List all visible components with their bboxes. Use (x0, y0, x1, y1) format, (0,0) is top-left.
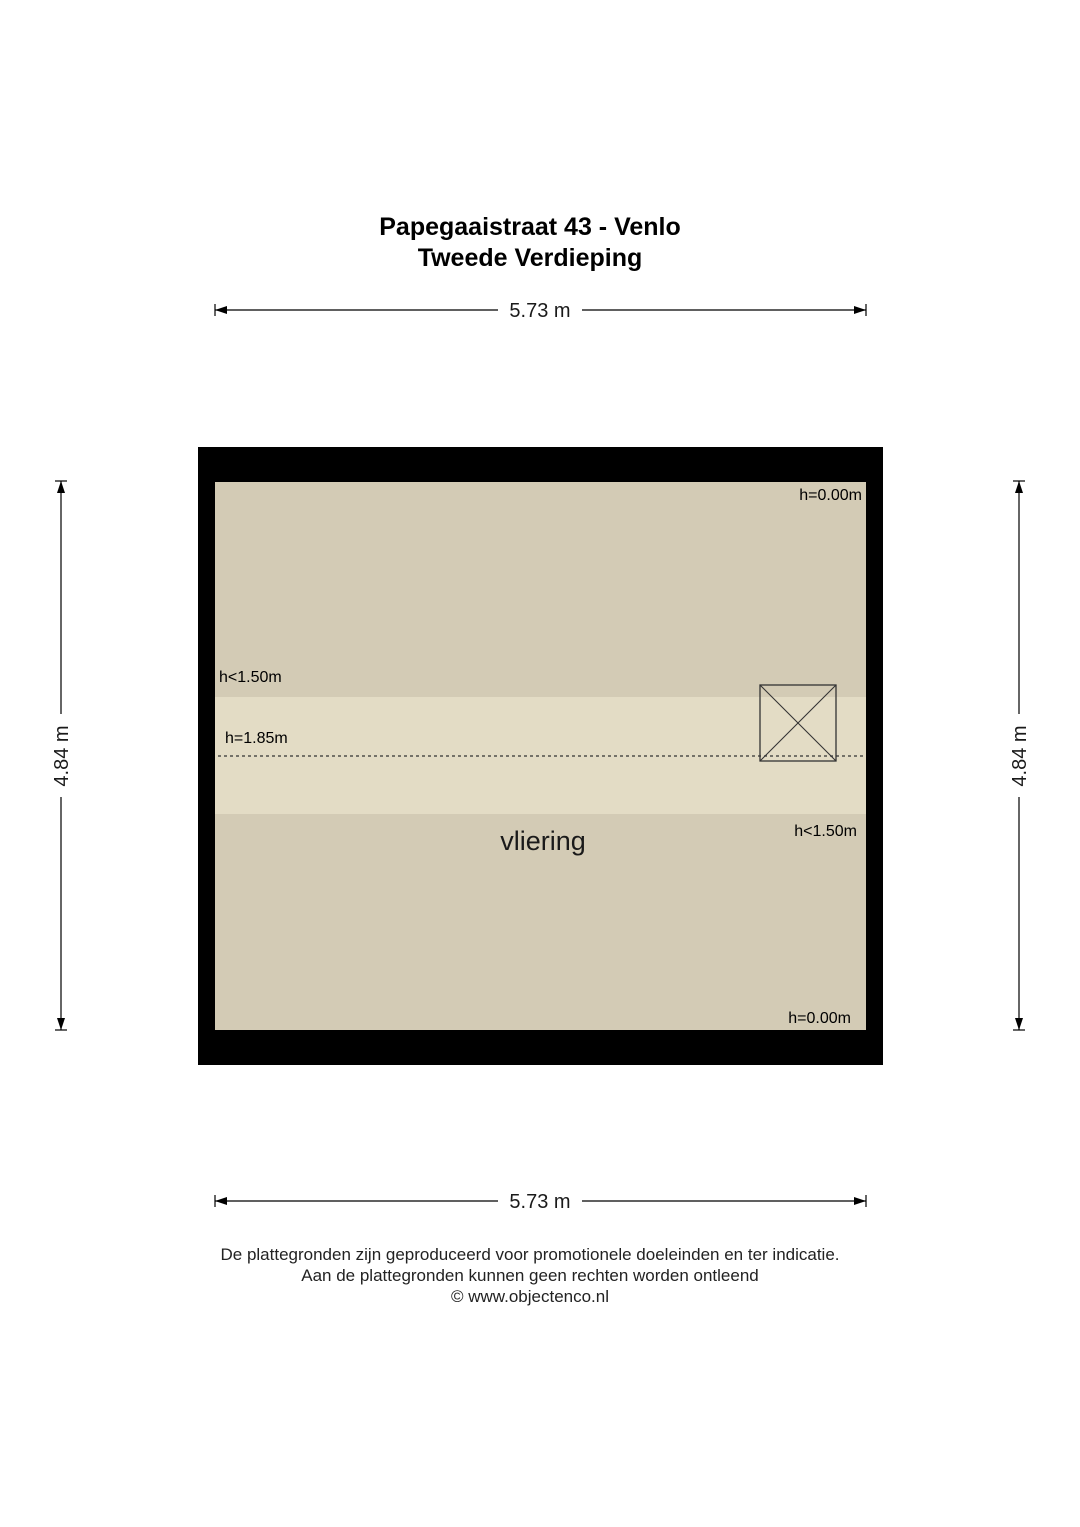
disclaimer-line-1: De plattegronden zijn geproduceerd voor promotionele doeleinden en ter indicatie. (220, 1245, 840, 1264)
disclaimer (0, 1244, 1070, 1307)
floor-title: Tweede Verdieping (417, 244, 643, 272)
bottom-dimension (215, 1191, 866, 1213)
right-height-label: 4.84 m (1009, 725, 1031, 787)
height-label-upper-slope: h<1.50m (219, 669, 282, 686)
full-height-zone (215, 697, 866, 814)
left-dimension (51, 481, 73, 1030)
height-label-top: h=0.00m (799, 487, 862, 504)
bottom-width-label: 5.73 m (509, 1191, 571, 1213)
left-height-label: 4.84 m (51, 725, 73, 787)
copyright-line: © www.objectenco.nl (450, 1287, 610, 1306)
disclaimer-line-2: Aan de plattegronden kunnen geen rechten worden ontleend (301, 1266, 759, 1285)
height-label-lower-slope: h<1.50m (794, 823, 857, 840)
top-dimension (215, 300, 866, 322)
height-label-ridge: h=1.85m (225, 730, 288, 747)
address-title: Papegaaistraat 43 - Venlo (379, 213, 681, 241)
height-label-bottom: h=0.00m (788, 1010, 851, 1027)
top-width-label: 5.73 m (509, 300, 571, 322)
room-name: vliering (500, 826, 586, 856)
right-dimension (1009, 481, 1031, 1030)
